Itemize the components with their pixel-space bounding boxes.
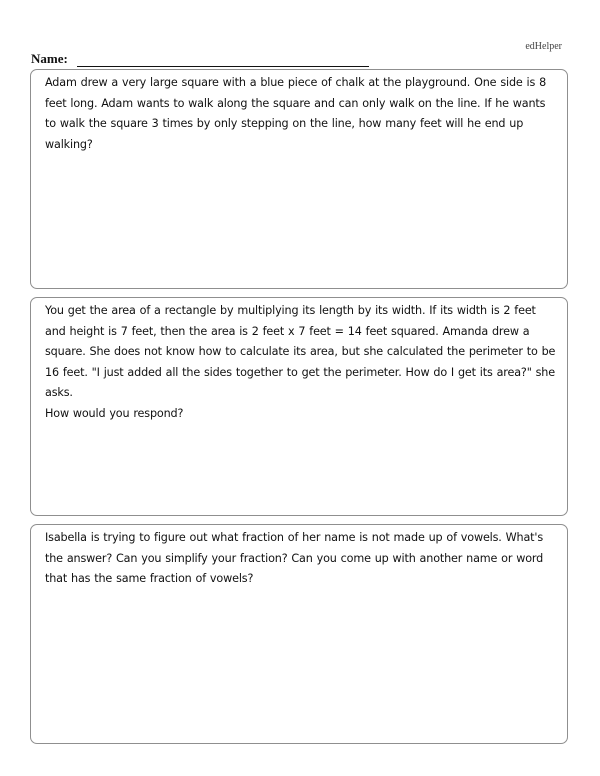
problem-3-text: Isabella is trying to figure out what fraction of her name is not made up of vowels. What's the answer? Can you simplify your fraction? Can you come up with another name or word that has the same fraction of vowels?	[45, 531, 544, 586]
problem-2-text: You get the area of a rectangle by multiplying its length by its width. If its width is 2 feet and height is 7 feet, then the area is 2 feet x 7 feet = 14 feet squared. Amanda drew a square. She does not know how to calculate its area, but she calculated the perimeter to be 16 feet. "I just added all the sides together to get the perimeter. How do I get its area?" she asks.	[45, 304, 556, 400]
problem-box-3[interactable]	[30, 524, 568, 744]
brand-label: edHelper	[525, 41, 562, 52]
name-field-line[interactable]	[77, 54, 369, 67]
name-row	[31, 51, 369, 67]
problem-2-question: How would you respond?	[45, 406, 184, 420]
problem-box-2[interactable]	[30, 297, 568, 516]
problem-1-text: Adam drew a very large square with a blue piece of chalk at the playground. One side is 8 feet long. Adam wants to walk along the square and can only walk on the line. If he wants to walk the square 3 times by only stepping on the line, how many feet will he end up walking?	[45, 76, 547, 151]
name-label: Name:	[31, 51, 68, 66]
problem-box-1[interactable]	[30, 69, 568, 289]
